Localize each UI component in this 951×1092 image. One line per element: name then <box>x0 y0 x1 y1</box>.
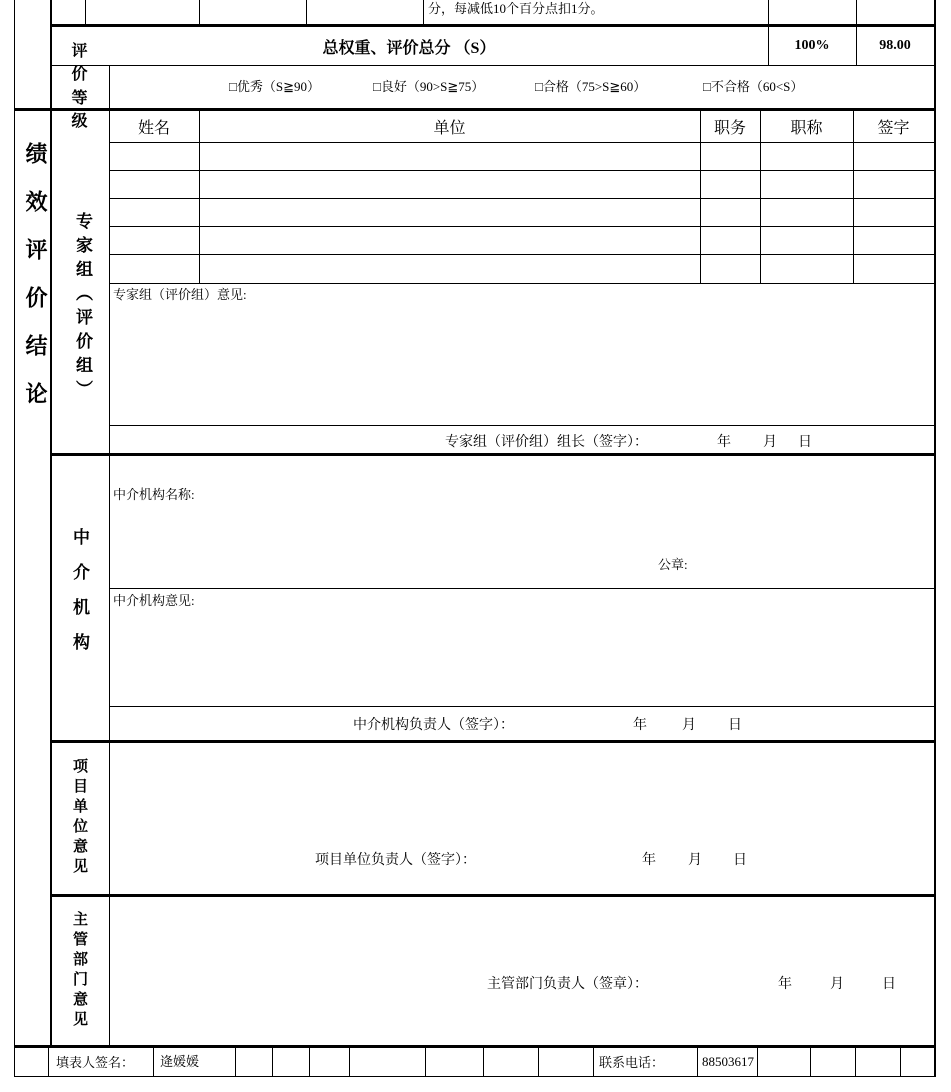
table-border <box>272 1048 273 1076</box>
agency-opinion-label: 中介机构意见: <box>113 593 195 608</box>
table-border <box>309 1048 310 1076</box>
authority-label <box>50 897 109 1045</box>
expert-table-row[interactable] <box>109 198 934 226</box>
grade-option-fail[interactable]: □不合格（60<S） <box>703 79 804 94</box>
agency-sign-year: 年 <box>633 718 647 733</box>
total-score-value: 98.00 <box>879 38 911 53</box>
agency-label <box>50 455 109 740</box>
table-border <box>306 0 307 25</box>
authority-label-text: 主管部门意见 <box>71 911 87 1031</box>
expert-header-name: 姓名 <box>137 120 170 137</box>
table-border <box>423 0 424 25</box>
expert-header-position: 职务 <box>713 120 746 137</box>
authority-sign-label: 主管部门负责人（签章）： <box>487 977 648 992</box>
table-border <box>425 1048 426 1076</box>
expert-sign-day: 日 <box>798 435 812 450</box>
project-unit-opinion-area[interactable] <box>109 743 934 894</box>
project-unit-sign-day: 日 <box>733 853 747 868</box>
table-border <box>14 1076 936 1077</box>
grade-option-excellent[interactable]: □优秀（S≧90） <box>229 79 320 94</box>
authority-opinion-area[interactable] <box>109 897 934 1045</box>
table-border <box>855 1048 856 1076</box>
agency-opinion-area[interactable] <box>109 589 934 706</box>
agency-name-label: 中介机构名称: <box>113 487 195 502</box>
grade-option-good[interactable]: □良好（90>S≧75） <box>373 79 485 94</box>
expert-header-title: 职称 <box>790 120 823 137</box>
table-border <box>934 0 936 1077</box>
expert-table-row[interactable] <box>109 254 934 283</box>
agency-sign-month: 月 <box>682 718 696 733</box>
expert-sign-year: 年 <box>717 435 731 450</box>
table-border <box>14 0 15 1077</box>
expert-sign-month: 月 <box>763 435 777 450</box>
agency-seal-label: 公章: <box>658 557 688 572</box>
scoring-rule-note: 分，每减低10个百分点扣1分。 <box>428 1 604 16</box>
conclusion-section-label: 绩效评价结论 <box>23 142 48 430</box>
expert-group-label: 专家组（评价组） <box>73 212 92 404</box>
agency-sign-day: 日 <box>728 718 742 733</box>
table-border <box>48 1048 49 1076</box>
table-border <box>593 1048 594 1076</box>
total-score-label: 总权重、评价总分 （S） <box>322 39 496 57</box>
grade-option-pass[interactable]: □合格（75>S≧60） <box>535 79 647 94</box>
filler-signature-label: 填表人签名： <box>56 1055 135 1070</box>
project-unit-sign-year: 年 <box>642 853 656 868</box>
grade-label <box>50 43 109 130</box>
expert-header-unit: 单位 <box>433 120 466 137</box>
project-unit-label-text: 项目单位意见 <box>71 758 87 878</box>
expert-table-row[interactable] <box>109 226 934 254</box>
table-border <box>199 0 200 25</box>
expert-table-row[interactable] <box>109 170 934 198</box>
expert-opinion-label: 专家组（评价组）意见: <box>113 287 247 302</box>
project-unit-sign-label: 项目单位负责人（签字）： <box>315 853 476 868</box>
table-border <box>109 425 936 426</box>
table-border <box>810 1048 811 1076</box>
expert-opinion-area[interactable] <box>109 284 934 425</box>
project-unit-sign-month: 月 <box>688 853 702 868</box>
table-border <box>85 0 86 25</box>
table-border <box>483 1048 484 1076</box>
project-unit-label <box>50 742 109 894</box>
contact-phone-cell[interactable]: 88503617 <box>702 1054 754 1069</box>
table-border <box>349 1048 350 1076</box>
expert-header-signature: 签字 <box>877 120 910 137</box>
filler-name-cell[interactable]: 逄媛媛 <box>160 1054 200 1069</box>
expert-sign-label: 专家组（评价组）组长（签字）： <box>445 435 648 450</box>
table-border <box>900 1048 901 1076</box>
authority-sign-year: 年 <box>778 977 792 992</box>
total-weight-value: 100% <box>794 38 830 53</box>
table-border <box>538 1048 539 1076</box>
agency-name-area[interactable] <box>109 456 934 588</box>
authority-sign-day: 日 <box>882 977 896 992</box>
table-border <box>109 706 936 707</box>
contact-phone-label: 联系电话： <box>599 1055 665 1070</box>
authority-sign-month: 月 <box>830 977 844 992</box>
agency-label-text: 中介机构 <box>70 527 89 668</box>
agency-sign-label: 中介机构负责人（签字）： <box>353 718 514 733</box>
expert-table-row[interactable] <box>109 142 934 170</box>
grade-label-text: 评价等级 <box>71 43 88 130</box>
